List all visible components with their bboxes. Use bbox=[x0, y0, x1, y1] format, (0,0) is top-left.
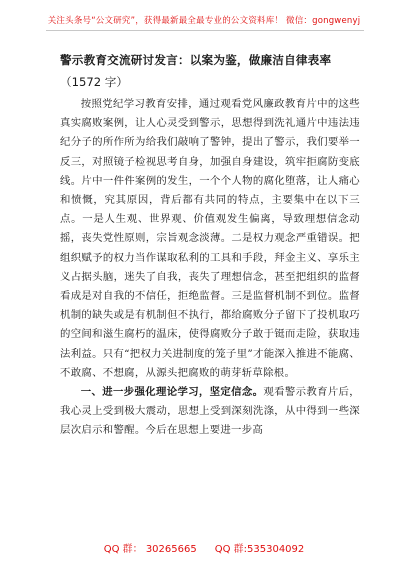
section-1-body: 观看警示教育片后，我心灵上受到极大震动，思想上受到深刻洗涤，从中得到一些深层次启示和警醒。今后在思想上要进一步高 bbox=[60, 386, 360, 437]
document-title: 警示教育交流研讨发言：以案为鉴，做廉洁自律表率 bbox=[60, 53, 332, 67]
paragraph: 按照党纪学习教育安排，通过观看党风廉政教育片中的这些真实腐败案例，让人心灵受到警示，思想得到洗礼通片中违法违纪分子的所作所为给我们敲响了警钟，提出了警示，我们要举一反三，对照镜子检视思考自身，加强自身建设，筑牢拒腐防变底线。片中一件件案例的发生，一个个人物的腐化堕落，让人痛心和愤慨，究其原因，背后都有共同的特点，主要集中在以下三点。一是人生观、世界观、价值观发生偏离，导致理想信念动摇，丧失党性原则，宗旨观念淡薄。二是权力观念严重错误。把组织赋予的权力当作谋取私利的工具和手段，拜金主义、享乐主义占据头脑，迷失了自我，丧失了理想信念，甚至把组织的监督看成是对自我的不信任，拒绝监督。三是监督机制不到位。监督机制的缺失或是有机制但不执行，都给腐败分子留下了投机取巧的空间和滋生腐朽的温床，使得腐败分子敢于铤而走险，获取违法利益。只有“把权力关进制度的笼子里”才能深入推进不能腐、不敢腐、不想腐，从源头把腐败的萌芽斩草除根。 bbox=[60, 98, 360, 379]
header-divider bbox=[46, 30, 364, 31]
document-body bbox=[60, 50, 360, 441]
footer bbox=[0, 540, 408, 555]
section-1-heading: 一、进一步强化理论学习，坚定信念。 bbox=[80, 386, 264, 399]
section-1 bbox=[60, 383, 360, 441]
word-count: （1572 字） bbox=[60, 75, 128, 89]
footer-qq-group-2: QQ 群:535304092 bbox=[214, 544, 305, 555]
footer-qq-group-1: QQ 群： 30265665 bbox=[103, 544, 197, 555]
header-notice: 关注头条号“公文研究”，获得最新最全最专业的公文资料库！ 微信：gongwenyj bbox=[47, 16, 361, 26]
